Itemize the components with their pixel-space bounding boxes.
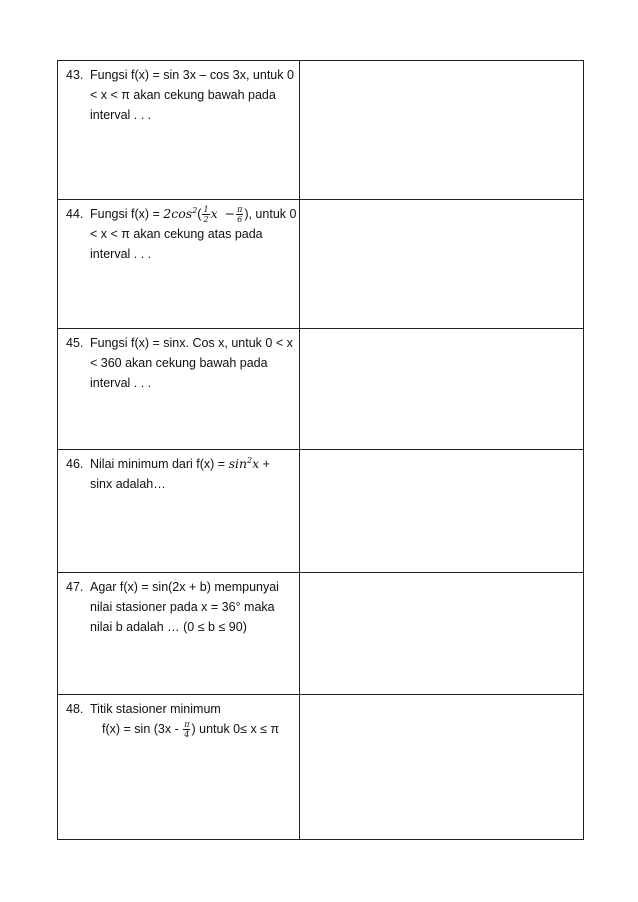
question-cell-47 [58, 573, 300, 695]
question-text-line: < 360 akan cekung bawah pada [90, 356, 268, 370]
question-text-line: Fungsi f(x) = sin 3x – cos 3x, untuk 0 [90, 68, 294, 82]
question-row-47 [58, 573, 584, 695]
question-text-line: Titik stasioner minimum [90, 702, 221, 716]
question-cell-48 [58, 695, 300, 840]
question-text-line: Agar f(x) = sin(2x + b) mempunyai [90, 580, 279, 594]
math-minus: − [224, 206, 236, 221]
question-text-line: interval . . . [90, 247, 152, 262]
fraction-numerator: 1 [203, 205, 209, 215]
question-text-prefix: Nilai minimum dari f(x) = [90, 457, 229, 471]
fraction-denominator: 4 [184, 730, 190, 740]
question-number: 44. [66, 207, 84, 221]
question-row-46 [58, 450, 584, 573]
question-number: 43. [66, 68, 84, 82]
question-text-line: < x < π akan cekung atas pada [90, 227, 263, 242]
worksheet-table [57, 60, 584, 840]
question-cell-43 [58, 61, 300, 200]
math-open-paren: ( [197, 207, 202, 221]
question-text-line: Fungsi f(x) = sinx. Cos x, untuk 0 < x [90, 336, 293, 350]
math-exponent: 2 [192, 205, 198, 215]
question-number: 45. [66, 336, 84, 350]
question-text-line: sinx adalah… [90, 477, 166, 491]
question-number: 48. [66, 702, 84, 716]
answer-cell-45[interactable] [300, 329, 584, 450]
math-variable: x [210, 206, 218, 221]
question-number: 47. [66, 580, 84, 594]
question-text-line: interval . . . [90, 108, 152, 122]
fraction-numerator: π [237, 205, 243, 215]
question-text-prefix: Fungsi f(x) = [90, 207, 164, 221]
answer-cell-43[interactable] [300, 61, 584, 200]
math-function: sin [228, 456, 248, 471]
question-text-line: nilai stasioner pada x = 36° maka [90, 600, 275, 614]
question-text-line: < x < π akan cekung bawah pada [90, 88, 276, 102]
math-function: 2cos [163, 206, 193, 221]
math-variable: x [252, 456, 260, 471]
question-cell-46 [58, 450, 300, 573]
question-text-prefix: f(x) = sin (3x - [102, 722, 183, 736]
fraction-one-half [202, 205, 209, 224]
math-exponent: 2 [247, 455, 253, 465]
answer-cell-44[interactable] [300, 200, 584, 329]
question-row-44 [58, 200, 584, 329]
answer-cell-48[interactable] [300, 695, 584, 840]
question-cell-45 [58, 329, 300, 450]
fraction-numerator: π [184, 720, 190, 730]
question-text-line: interval . . . [90, 376, 152, 390]
answer-cell-47[interactable] [300, 573, 584, 695]
question-text-suffix: ) untuk 0≤ x ≤ π [191, 722, 280, 736]
fraction-pi-quarter [183, 720, 190, 739]
question-row-43 [58, 61, 584, 200]
fraction-denominator: 6 [237, 215, 243, 225]
question-text-line: nilai b adalah … (0 ≤ b ≤ 90) [90, 620, 247, 634]
answer-cell-46[interactable] [300, 450, 584, 573]
question-text-suffix: + [259, 457, 270, 471]
question-cell-44 [58, 200, 300, 329]
fraction-denominator: 2 [203, 215, 209, 225]
question-number: 46. [66, 457, 84, 471]
question-text-suffix: ), untuk 0 [244, 207, 297, 221]
question-row-45 [58, 329, 584, 450]
question-row-48 [58, 695, 584, 840]
fraction-pi-sixth [236, 205, 243, 224]
